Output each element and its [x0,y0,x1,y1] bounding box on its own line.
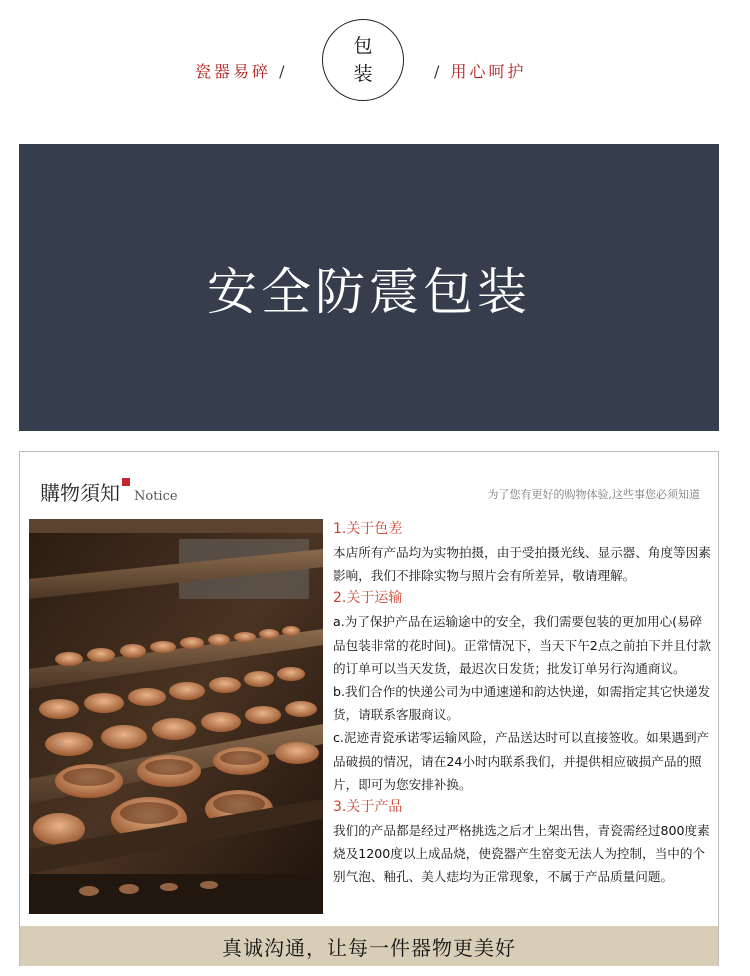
section-product-text: 我们的产品都是经过严格挑选之后才上架出售，青瓷需经过800度素烧及1200度以上成品烧，使瓷器产生窑变无法人为控制，当中的个别气泡、釉孔、美人痣均为正常现象，不属于产品质量问题。 [333,823,710,885]
header-left-slash: / [279,62,288,81]
notice-content [333,518,713,889]
notice-title: 購物須知 [40,481,120,505]
purchase-notice-panel [19,451,719,966]
red-seal-icon [122,478,130,486]
section-color-difference-text: 本店所有产品均为实物拍摄，由于受拍摄光线、显示器、角度等因素影响，我们不排除实物与照片会有所差异，敬请理解。 [333,545,711,584]
header-left-text: 瓷器易碎 [195,62,272,81]
circle-char-bottom: 装 [353,63,373,85]
shipping-item-c: c.泥迹青瓷承诺零运输风险，产品送达时可以直接签收。如果遇到产品破损的情况，请在24小时内联系我们，并提供相应破损产品的照片，即可为您安排补换。 [333,730,710,792]
notice-title-en: Notice [134,489,178,504]
header-right-slogan [434,59,527,82]
notice-heading [40,472,178,506]
footer-slogan: 真诚沟通，让每一件器物更美好 [222,935,516,960]
shipping-item-b: b.我们合作的快递公司为中通速递和韵达快递，如需指定其它快递发货，请联系客服商议。 [333,684,711,723]
shipping-item-a: a.为了保护产品在运输途中的安全，我们需要包装的更加用心(易碎品包装非常的花时间)。正常情况下，当天下午2点之前拍下并且付款的订单可以当天发货，最迟次日发货；批发订单另行沟通商议。 [333,614,712,676]
banner-title: 安全防震包装 [207,262,531,321]
pottery-shelves-image [29,519,323,914]
safety-packaging-banner [19,144,719,431]
section-heading-product: 3.关于产品 [333,799,403,816]
notice-tagline: 为了您有更好的购物体验,这些事您必须知道 [487,488,700,501]
packaging-circle-badge [322,19,404,101]
pottery-workshop-photo [29,519,323,914]
section-heading-shipping: 2.关于运输 [333,590,403,607]
slogan-footer-bar [20,926,718,966]
header-left-slogan [195,59,288,82]
packaging-header [0,0,750,140]
header-right-text: 用心呵护 [450,62,527,81]
circle-char-top: 包 [353,35,373,57]
section-heading-color-difference: 1.关于色差 [333,521,403,537]
header-right-slash: / [434,62,443,81]
